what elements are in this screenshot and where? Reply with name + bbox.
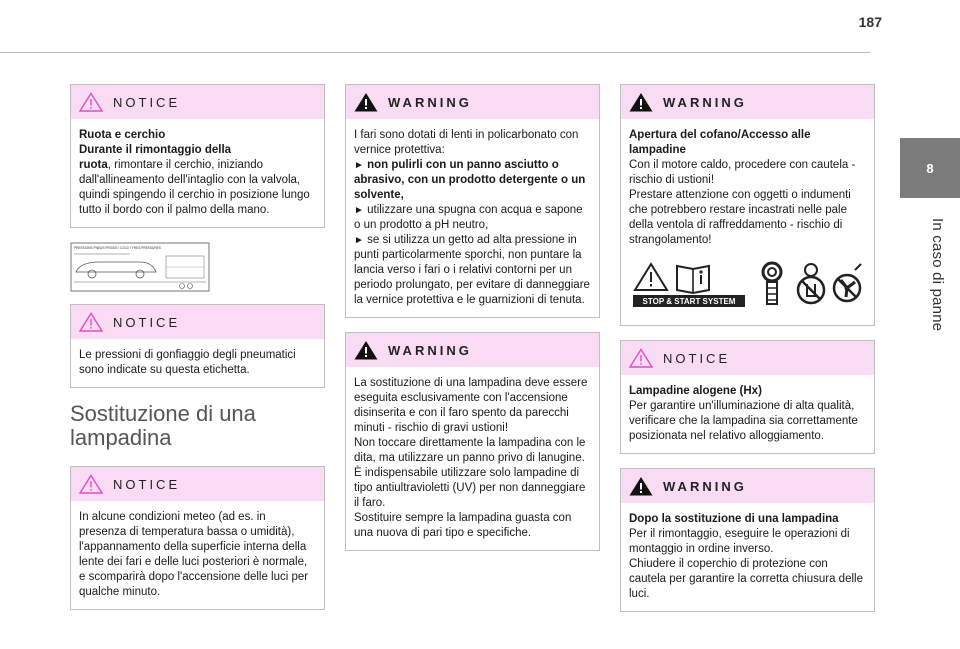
chapter-title: In caso di panne — [929, 218, 946, 332]
notice-label: NOTICE — [663, 350, 731, 366]
warning-header — [346, 333, 599, 367]
notice-header — [71, 467, 324, 501]
notice-box-fogging — [70, 466, 325, 610]
warning-header — [621, 469, 874, 503]
notice-body — [621, 375, 874, 453]
bullet-arrow-icon: ► — [354, 160, 364, 171]
notice-header — [71, 85, 324, 119]
no-fan-contact-icon — [831, 260, 863, 308]
warning-box-headlamp-lenses — [345, 84, 600, 318]
notice-label: NOTICE — [113, 476, 181, 492]
warning-triangle-icon — [629, 476, 653, 496]
notice-title: Lampadine alogene (Hx) — [629, 385, 762, 397]
warning-paragraph-2: Non toccare direttamente la lampadina con le dita, ma utilizzare un panno privo di lanugine. — [354, 437, 586, 464]
notice-outline-triangle-icon — [79, 92, 103, 112]
notice-box-halogen-bulbs — [620, 340, 875, 454]
notice-box-tyre-pressure — [70, 304, 325, 388]
notice-text: Per garantire un'illuminazione di alta qualità, verificare che la lampadina sia correttamente posizionata nel relativo alloggiamento. — [629, 400, 858, 442]
notice-text: Le pressioni di gonfiaggio degli pneumatici sono indicate su questa etichetta. — [79, 349, 296, 376]
warning-triangle-icon — [354, 92, 378, 112]
notice-outline-triangle-icon — [629, 348, 653, 368]
warning-triangle-icon — [629, 92, 653, 112]
warning-paragraph-1: La sostituzione di una lampadina deve essere eseguita esclusivamente con l'accensione disinserita e con il faro spento da parecchi minuti - rischio di gravi ustioni! — [354, 377, 588, 434]
warning-box-bulb-replacement — [345, 332, 600, 551]
notice-header — [71, 305, 324, 339]
stop-start-label: STOP & START SYSTEM — [642, 297, 735, 306]
tyre-label-title: PRESSIONS PNEUS FROIDS / COLD TYRES PRESSURES — [74, 246, 161, 250]
warning-bullet-3: se si utilizza un getto ad alta pressione in punti particolarmente sporchi, non puntare la lancia verso i fari o i relativi contorni per un periodo prolungato, per evitare di danneggiare la vernice protettiva e le guarnizioni di tenuta. — [354, 234, 590, 306]
warning-title: Apertura del cofano/Accesso alle lampadine — [629, 129, 811, 156]
column-3 — [620, 84, 875, 626]
warning-header — [621, 85, 874, 119]
warning-bullet-1: non pulirli con un panno asciutto o abrasivo, con un prodotto detergente o un solvente, — [354, 159, 586, 201]
warning-bullet-2: utilizzare una spugna con acqua e sapone o un prodotto a pH neutro, — [354, 204, 583, 231]
notice-body — [71, 501, 324, 609]
warning-body — [621, 119, 874, 325]
warning-label: WARNING — [388, 94, 472, 110]
section-title — [70, 402, 325, 450]
notice-title: Ruota e cerchio — [79, 129, 166, 141]
notice-body — [71, 119, 324, 227]
top-rule — [0, 52, 870, 53]
notice-outline-triangle-icon — [79, 474, 103, 494]
warning-paragraph-1: Per il rimontaggio, eseguire le operazioni di montaggio in ordine inverso. — [629, 528, 850, 555]
warning-label: WARNING — [663, 94, 747, 110]
notice-outline-triangle-icon — [79, 312, 103, 332]
column-1 — [70, 84, 325, 624]
notice-box-wheel-rim — [70, 84, 325, 228]
notice-label: NOTICE — [113, 314, 181, 330]
bullet-arrow-icon: ► — [354, 235, 364, 246]
warning-box-after-replacement — [620, 468, 875, 612]
section-title-line-2: lampadina — [70, 425, 172, 450]
warning-header — [346, 85, 599, 119]
notice-bold-word: ruota — [79, 159, 108, 171]
tyre-pressure-label-illustration — [70, 242, 210, 292]
warning-intro: I fari sono dotati di lenti in policarbonato con vernice protettiva: — [354, 129, 579, 156]
bullet-arrow-icon: ► — [354, 205, 364, 216]
notice-text: , rimontare il cerchio, iniziando dall'allineamento dell'intaglio con la valvola, quindi spingendo il cerchio in posizione lungo tutto il bordo con il palmo della mano. — [79, 159, 310, 216]
column-2 — [345, 84, 600, 565]
warning-paragraph-2: Chiudere il coperchio di protezione con cautela per garantire la corretta chiusura delle luci. — [629, 558, 863, 600]
page-number: 187 — [858, 14, 882, 30]
warning-paragraph-4: Sostituire sempre la lampadina guasta con una nuova di pari tipo e specifiche. — [354, 512, 572, 539]
chapter-tab[interactable] — [900, 138, 960, 198]
section-title-line-1: Sostituzione di una — [70, 401, 256, 426]
warning-paragraph-1: Con il motore caldo, procedere con cautela - rischio di ustioni! — [629, 159, 856, 186]
warning-triangle-icon — [354, 340, 378, 360]
safety-pictograms — [629, 260, 866, 308]
warning-manual-stop-start-icon — [633, 260, 745, 308]
fan-belt-icon — [755, 260, 789, 308]
notice-text: In alcune condizioni meteo (ad es. in presenza di temperatura bassa o umidità), l'appannamento della superficie interna della lente dei fari e delle luci posteriori è normale, e scomparirà dopo l'accensione delle luci per qualche minuto. — [79, 511, 309, 598]
warning-paragraph-2: Prestare attenzione con oggetti o indumenti che potrebbero restare incastrati nelle pale della ventola di raffreddamento - rischio di strangolamento! — [629, 189, 851, 246]
warning-label: WARNING — [388, 342, 472, 358]
notice-header — [621, 341, 874, 375]
chapter-number: 8 — [926, 160, 934, 176]
warning-box-bonnet-opening — [620, 84, 875, 326]
warning-body — [346, 367, 599, 550]
notice-label: NOTICE — [113, 94, 181, 110]
notice-subtitle: Durante il rimontaggio della — [79, 144, 232, 156]
warning-paragraph-3: È indispensabile utilizzare solo lampadine di tipo antiultravioletti (UV) per non danneggiare il faro. — [354, 467, 586, 509]
warning-body — [346, 119, 599, 317]
notice-body — [71, 339, 324, 387]
no-touch-hand-icon — [795, 260, 827, 308]
warning-label: WARNING — [663, 478, 747, 494]
warning-title: Dopo la sostituzione di una lampadina — [629, 513, 839, 525]
warning-body — [621, 503, 874, 611]
